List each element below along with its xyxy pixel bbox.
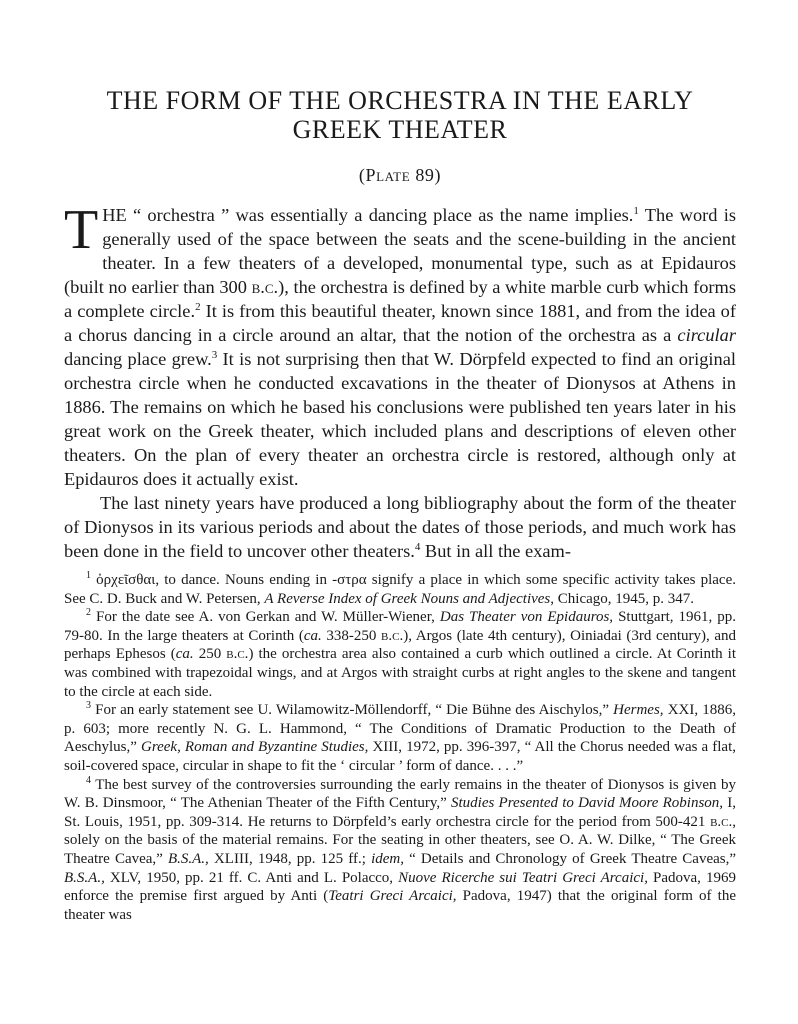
- article-title: THE FORM OF THE ORCHESTRA IN THE EARLY GREEK THEATER: [106, 86, 694, 144]
- paragraph-1: THE “ orchestra ” was essentially a dancing place as the name implies.$^1$ The word is generally used of the space between the seats and the scene-building in the ancient theater. In a few theaters of a developed, monumental type, such as at Epidauros (built no earlier than 300 b.c.), the orchestra is defined by a white marble curb which forms a complete circle.$^2$ It is from this beautiful theater, known since 1881, and from the idea of a chorus dancing in a circle around an altar, that the notion of the orchestra as a circular dancing place grew.$^3$ It is not surprising then that W. Dörpfeld expected to find an original orchestra circle when he conducted excavations in the theater of Dionysos at Athens in 1886. The remains on which he based his conclusions were published ten years later in his great work on the Greek theater, which included plans and descriptions of eleven other theaters. On the plan of every theater an orchestra circle is restored, although only at Epidauros does it actually exist.: [64, 199, 736, 489]
- plate-reference: (Plate 89): [358, 165, 442, 185]
- footnote-ref-3[interactable]: 3: [211, 348, 218, 361]
- footnote-2: $^2$ For the date see A. von Gerkan and W. Müller-Wiener, Das Theater von Epidauros, Stuttgart, 1961, pp. 79-80. In the large theaters at Corinth (ca. 338-250 b.c.), Argos (late 4th century), Oiniadai (3rd century), and perhaps Ephesos (ca. 250 b.c.) the orchestra area also contained a curb which outlined a circle. At Corinth it was combined with trapezoidal wings, and at Argos with straight curbs at right angles to the skene and tangent to the circle at each side.: [64, 607, 736, 700]
- footnote-ref-1[interactable]: 1: [633, 204, 639, 217]
- paragraph-2: The last ninety years have produced a long bibliography about the form of the theater of Dionysos in its various periods and about the dates of those periods, and much work has been done in the field to uncover other theaters.$^4$ But in all the exam-: [64, 493, 736, 561]
- footnotes: [64, 571, 736, 924]
- footnote-ref-2[interactable]: 2: [195, 300, 201, 313]
- article-body: [64, 199, 736, 563]
- footnote-3: $^3$ For an early statement see U. Wilamowitz-Möllendorff, “ Die Bühne des Aischylos,” Hermes, XXI, 1886, p. 603; more recently N. G. L. Hammond, “ The Conditions of Dramatic Production to the Death of Aeschylus,” Greek, Roman and Byzantine Studies, XIII, 1972, pp. 396-397, “ All the Chorus needed was a flat, soil-covered space, circular in shape to fit the ‘ circular ’ form of dance. . . .”: [64, 700, 737, 774]
- drop-cap: T: [64, 199, 99, 261]
- footnote-4: $^4$ The best survey of the controversies surrounding the early remains in the theater of Dionysos is given by W. B. Dinsmoor, “ The Athenian Theater of the Fifth Century,” Studies Presented to David Moore Robinson, I, St. Louis, 1951, pp. 309-314. He returns to Dörpfeld’s early orchestra circle for the period from 500-421 b.c., solely on the basis of the material remains. For the seating in other theaters, see O. A. W. Dilke, “ The Greek Theatre Cavea,” B.S.A., XLIII, 1948, pp. 125 ff.; idem, “ Details and Chronology of Greek Theatre Caveas,” B.S.A., XLV, 1950, pp. 21 ff. C. Anti and L. Polacco, Nuove Ricerche sui Teatri Greci Arcaici, Padova, 1969 enforce the premise first argued by Anti (Teatri Greci Arcaici, Padova, 1947) that the original form of the theater was: [64, 774, 737, 923]
- footnote-1: $^1$ ὀρχεῖσθαι, to dance. Nouns ending in -στρα signify a place in which some specific activity takes place. See C. D. Buck and W. Petersen, A Reverse Index of Greek Nouns and Adjectives, Chicago, 1945, p. 347.: [64, 570, 736, 607]
- footnote-ref-4[interactable]: 4: [414, 540, 421, 553]
